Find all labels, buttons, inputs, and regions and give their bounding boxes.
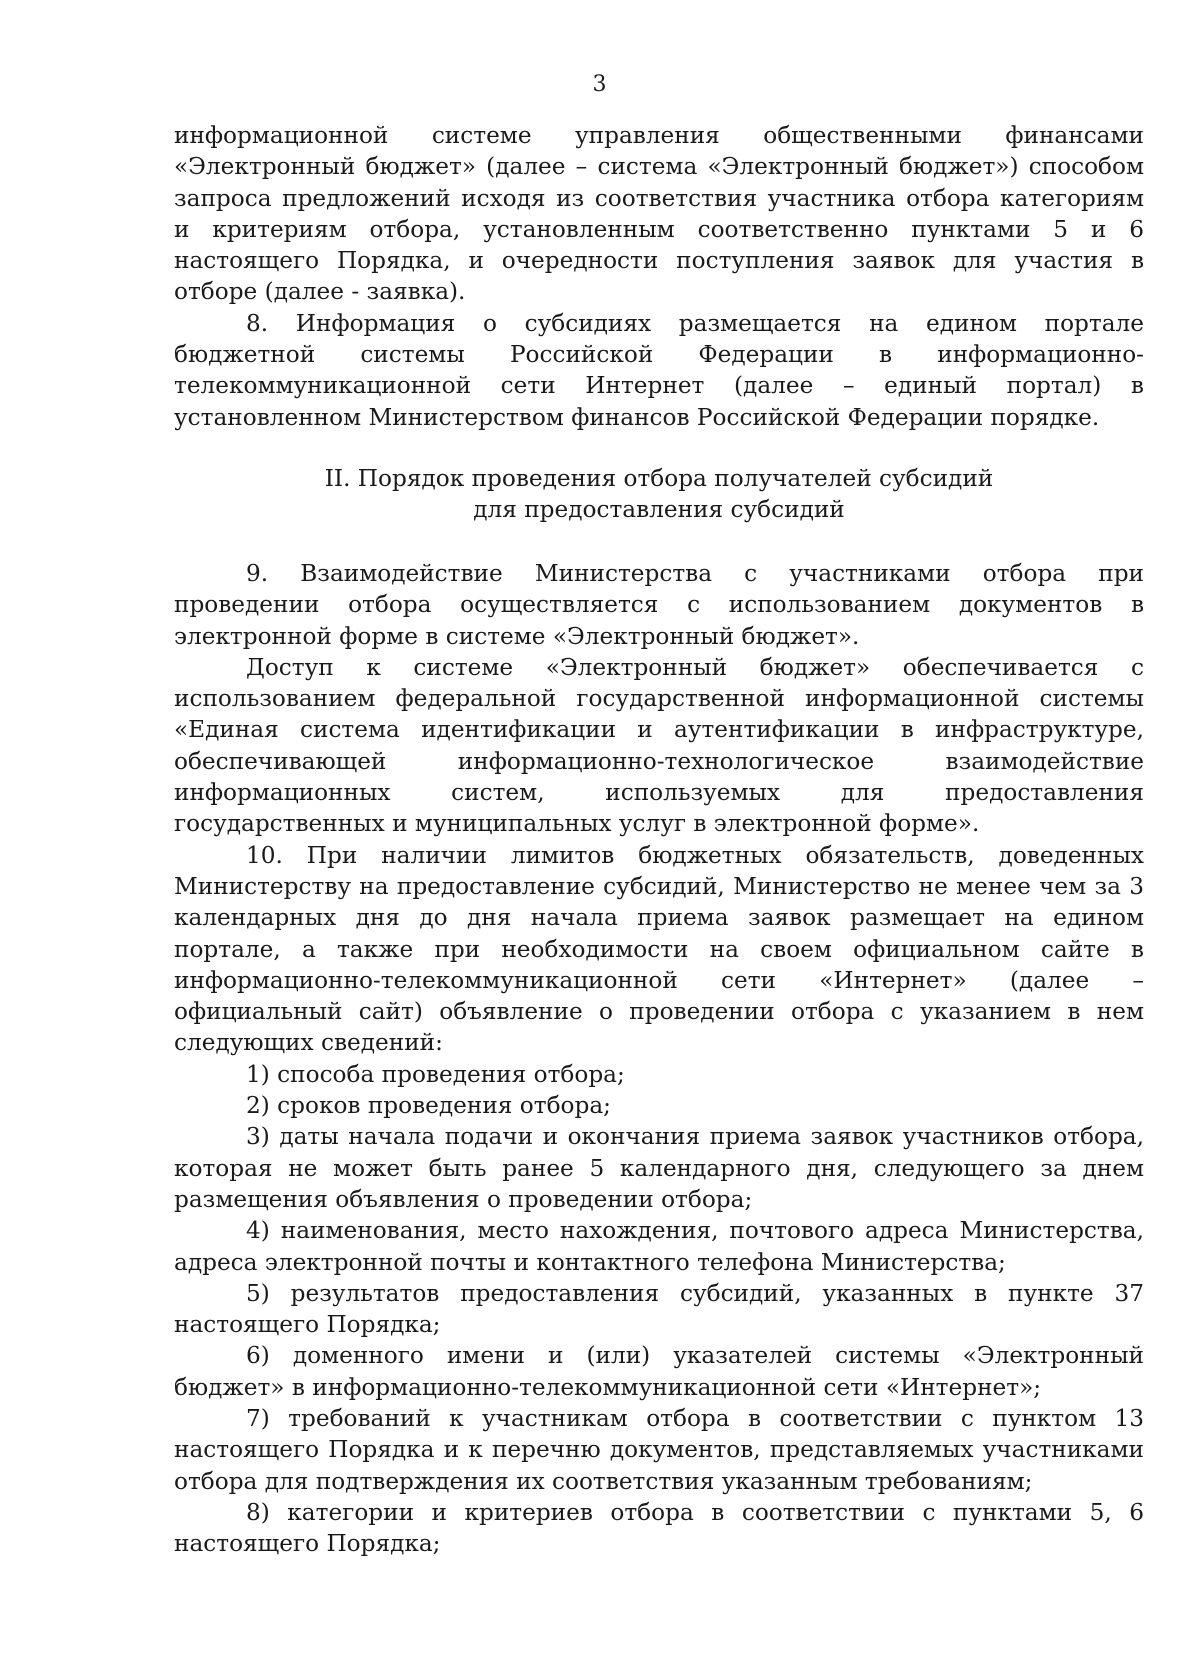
paragraph-10: 10. При наличии лимитов бюджетных обязательств, доведенных Министерству на предоставление субсидий, Министерство не менее чем за 3 календарных дня до дня начала приема заявок размещает на едином портале, а также при необходимости на своем официальном сайте в информационно-телекоммуникационной сети «Интернет» (далее – официальный сайт) объявление о проведении отбора с указанием в нем следующих сведений: [174, 841, 1144, 1057]
list-item-1: 1) способа проведения отбора; [246, 1060, 625, 1088]
list-item-3: 3) даты начала подачи и окончания приема заявок участников отбора, которая не может быть ранее 5 календарного дня, следующего за днем размещения объявления о проведении отбора; [174, 1123, 1144, 1213]
section-heading-line-1: II. Порядок проведения отбора получателей субсидий [324, 464, 994, 492]
document-body [174, 120, 1144, 1559]
paragraph-8: 8. Информация о субсидиях размещается на едином портале бюджетной системы Российской Федерации в информационно-телекоммуникационной сети Интернет (далее – единый портал) в установленном Министерством финансов Российской Федерации порядке. [174, 309, 1144, 431]
section-heading-line-2: для предоставления субсидий [473, 495, 845, 523]
list-item-5: 5) результатов предоставления субсидий, указанных в пункте 37 настоящего Порядка; [174, 1279, 1144, 1339]
list-item-4: 4) наименования, место нахождения, почтового адреса Министерства, адреса электронной почты и контактного телефона Министерства; [174, 1217, 1144, 1276]
paragraph-intro: информационной системе управления общественными финансами «Электронный бюджет» (далее – система «Электронный бюджет») способом запроса предложений исходя из соответствия участника отбора категориям и критериям отбора, установленным соответственно пунктами 5 и 6 настоящего Порядка, и очередности поступления заявок для участия в отборе (далее - заявка). [174, 122, 1144, 306]
paragraph-9: 9. Взаимодействие Министерства с участниками отбора при проведении отбора осуществляется с использованием документов в электронной форме в системе «Электронный бюджет». [174, 559, 1144, 650]
list-item-2: 2) сроков проведения отбора; [246, 1092, 611, 1120]
section-heading [174, 463, 1144, 525]
list-item-8: 8) категории и критериев отбора в соответствии с пунктами 5, 6 настоящего Порядка; [174, 1498, 1144, 1558]
paragraph-9-access: Доступ к системе «Электронный бюджет» обеспечивается с использованием федеральной государственной информационной системы «Единая система идентификации и аутентификации в инфраструктуре, обеспечивающей информационно-технологическое взаимодействие информационных систем, используемых для предоставления государственных и муниципальных услуг в электронной форме». [174, 653, 1144, 838]
list-item-7: 7) требований к участникам отбора в соответствии с пунктом 13 настоящего Порядка и к перечню документов, представляемых участниками отбора для подтверждения их соответствия указанным требованиям; [174, 1404, 1144, 1495]
list-item-6: 6) доменного имени и (или) указателей системы «Электронный бюджет» в информационно-телекоммуникационной сети «Интернет»; [174, 1342, 1144, 1401]
page-number: 3 [592, 72, 608, 97]
